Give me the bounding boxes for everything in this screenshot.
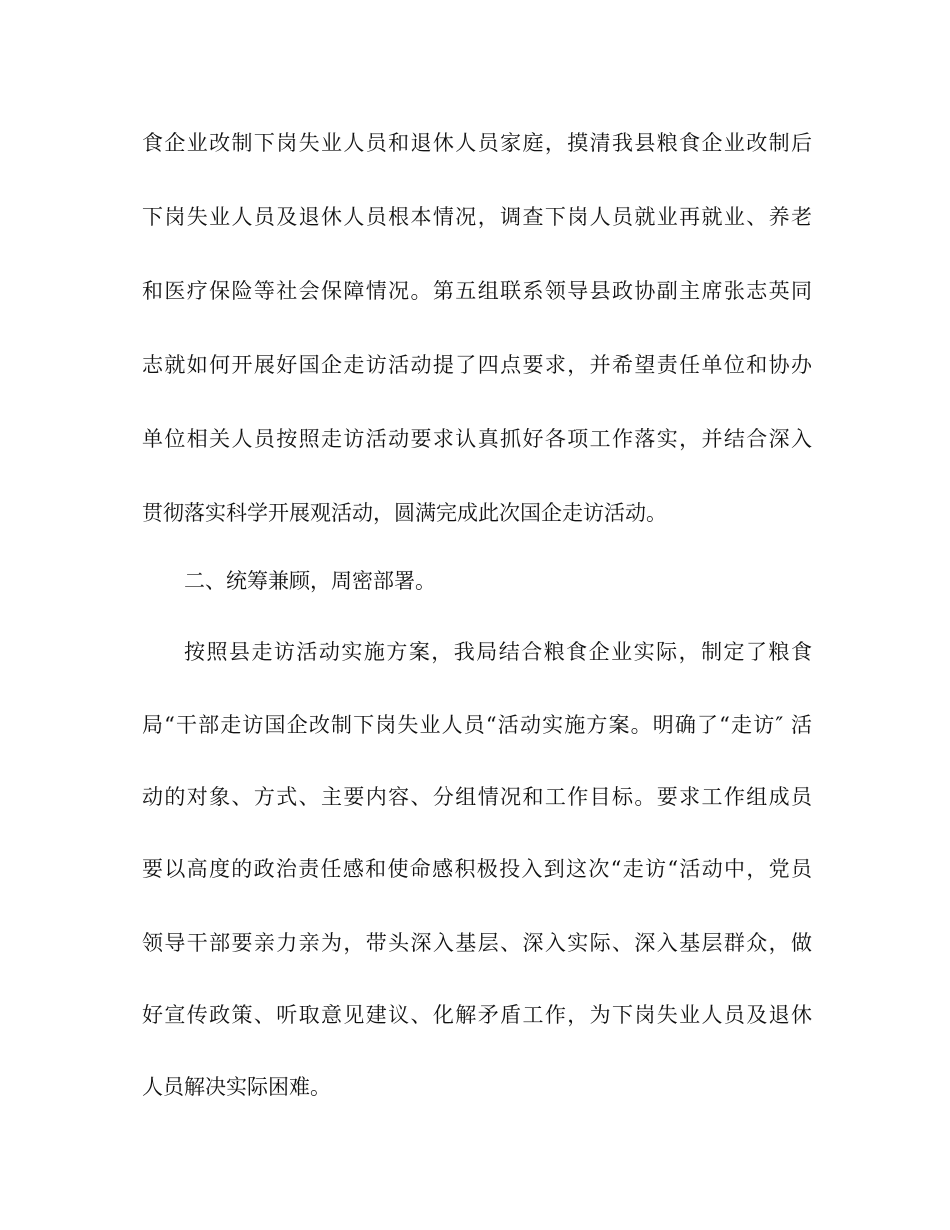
section-heading: 二、统筹兼顾，周密部署。 — [184, 569, 436, 593]
text-line: 要以高度的政治责任感和使命感积极投入到这次“走访“活动中，党员 — [142, 857, 812, 881]
text-line: 领导干部要亲力亲为，带头深入基层、深入实际、深入基层群众，做 — [142, 931, 812, 955]
text-line: 人员解决实际困难。 — [142, 1075, 331, 1099]
text-line: 食企业改制下岗失业人员和退休人员家庭，摸清我县粮食企业改制后 — [142, 131, 812, 155]
text-line: 好宣传政策、听取意见建议、化解矛盾工作，为下岗失业人员及退休 — [142, 1003, 812, 1027]
text-line: 贯彻落实科学开展观活动，圆满完成此次国企走访活动。 — [142, 501, 667, 525]
text-line: 和医疗保险等社会保障情况。第五组联系领导县政协副主席张志英同 — [142, 279, 812, 303]
text-line: 动的对象、方式、主要内容、分组情况和工作目标。要求工作组成员 — [142, 785, 812, 809]
text-line: 下岗失业人员及退休人员根本情况，调查下岗人员就业再就业、养老 — [142, 205, 812, 229]
text-line: 单位相关人员按照走访活动要求认真抓好各项工作落实，并结合深入 — [142, 427, 812, 451]
text-line: 局“干部走访国企改制下岗失业人员“活动实施方案。明确了“走访″ 活 — [142, 713, 812, 737]
text-line: 志就如何开展好国企走访活动提了四点要求，并希望责任单位和协办 — [142, 353, 812, 377]
text-line: 按照县走访活动实施方案，我局结合粮食企业实际，制定了粮食 — [184, 640, 812, 664]
